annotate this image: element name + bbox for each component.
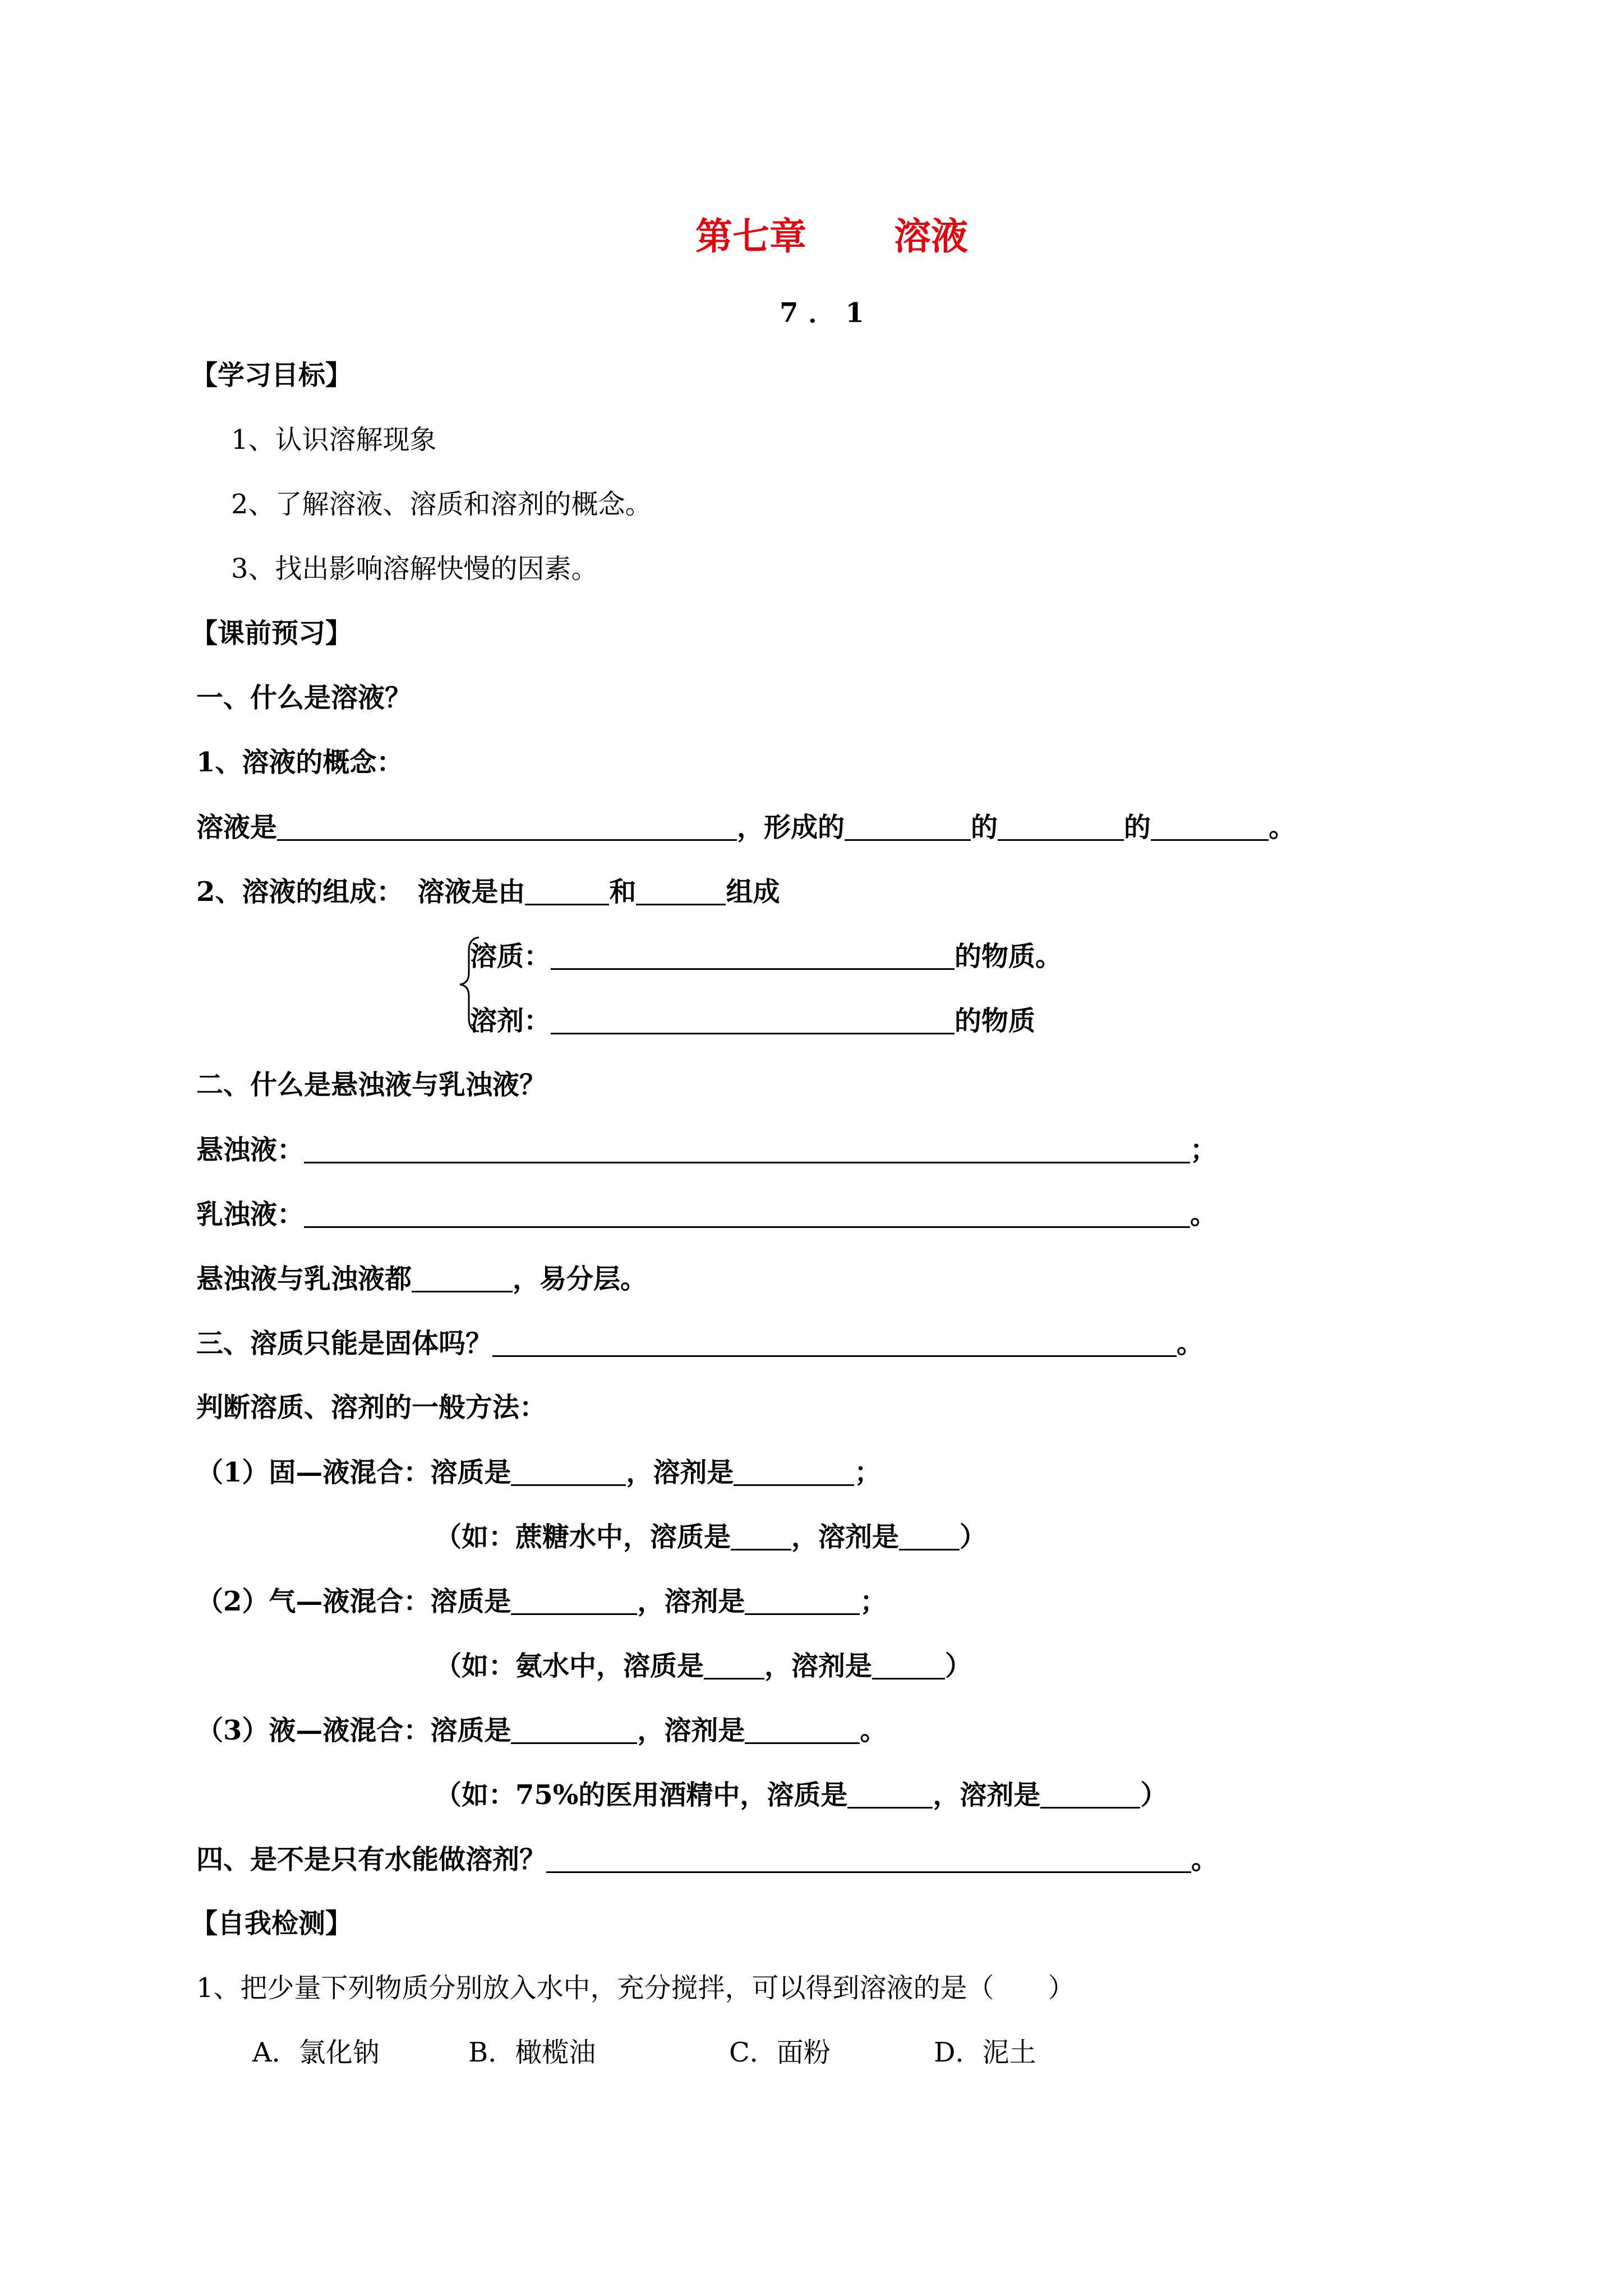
question-3 <box>196 1329 1204 1357</box>
m1-mid: ，溶剂是 <box>626 1457 734 1488</box>
m2-mid: ，溶剂是 <box>637 1586 745 1617</box>
blank[interactable] <box>1040 1781 1140 1809</box>
comp-text: 组成 <box>726 876 780 908</box>
q4-lead: 四、是不是只有水能做溶剂？ <box>196 1844 547 1875</box>
method-2 <box>196 1588 887 1615</box>
option-c[interactable]: C．面粉 <box>729 2037 831 2068</box>
blank[interactable] <box>872 1652 945 1680</box>
method-1-example <box>435 1521 987 1553</box>
solute-definition <box>470 942 1062 970</box>
solute-label: 溶质： <box>470 941 551 972</box>
method-3-example <box>435 1781 1167 1809</box>
blank[interactable] <box>1151 813 1269 841</box>
blank-definition[interactable] <box>277 813 737 841</box>
blank[interactable] <box>734 1458 854 1486</box>
blank[interactable] <box>745 1588 860 1615</box>
blank[interactable] <box>412 1265 513 1292</box>
def-text: 的 <box>971 812 998 843</box>
preview-heading: 【课前预习】 <box>191 618 353 649</box>
suspension-end: ； <box>1190 1134 1218 1166</box>
objectives-heading: 【学习目标】 <box>191 360 353 391</box>
method-3 <box>196 1717 887 1744</box>
m3ex-lead: （如：75%的医用酒精中，溶质是 <box>435 1779 848 1811</box>
m1-lead: （1）固—液混合：溶质是 <box>196 1457 511 1488</box>
comp-text: 和 <box>609 876 637 908</box>
solute-end: 的物质。 <box>955 941 1063 972</box>
m2-end: ； <box>860 1586 887 1617</box>
solvent-end: 的物质 <box>955 1005 1036 1037</box>
blank[interactable] <box>845 813 971 841</box>
method-heading: 判断溶质、溶剂的一般方法： <box>196 1392 547 1423</box>
blank[interactable] <box>525 878 609 905</box>
suspension-line <box>196 1134 1218 1166</box>
solvent-label: 溶剂： <box>470 1005 551 1037</box>
objective-item: 2、了解溶液、溶质和溶剂的概念。 <box>231 489 652 520</box>
m2ex-lead: （如：氨水中，溶质是 <box>435 1650 704 1682</box>
blank[interactable] <box>998 813 1124 841</box>
q3-lead: 三、溶质只能是固体吗？ <box>196 1328 493 1359</box>
q3-end: 。 <box>1177 1328 1204 1359</box>
section-number: 7．1 <box>780 297 874 329</box>
def-lead: 溶液是 <box>196 812 278 843</box>
blank[interactable] <box>551 942 955 970</box>
m1ex-end: ） <box>960 1521 987 1553</box>
blank[interactable] <box>511 1458 626 1486</box>
def-text: 。 <box>1269 812 1296 843</box>
blank[interactable] <box>636 878 726 905</box>
chapter-number: 第七章 <box>695 214 806 258</box>
m1ex-lead: （如：蔗糖水中，溶质是 <box>435 1521 731 1553</box>
m3-end: 。 <box>860 1715 887 1746</box>
question-1: 一、什么是溶液？ <box>196 682 412 714</box>
solvent-definition <box>470 1005 1036 1037</box>
def-text: 的 <box>1124 812 1151 843</box>
comp-lead: 2、溶液的组成： <box>196 876 404 908</box>
m3-lead: （3）液—液混合：溶质是 <box>196 1715 511 1746</box>
both-lead: 悬浊液与乳浊液都 <box>196 1263 412 1295</box>
solution-definition <box>196 813 1295 841</box>
both-line <box>196 1263 648 1295</box>
blank[interactable] <box>511 1588 637 1615</box>
selfcheck-question-1: 1、把少量下列物质分别放入水中，充分搅拌，可以得到溶液的是（ ） <box>196 1972 1075 2004</box>
method-2-example <box>435 1652 972 1680</box>
chapter-topic: 溶液 <box>893 214 968 258</box>
comp-text: 溶液是由 <box>417 876 525 908</box>
objective-item: 1、认识溶解现象 <box>231 424 437 455</box>
blank[interactable] <box>745 1717 860 1744</box>
m3ex-mid: ，溶剂是 <box>933 1779 1041 1811</box>
solution-composition <box>196 876 780 908</box>
m2-lead: （2）气—液混合：溶质是 <box>196 1586 511 1617</box>
blank[interactable] <box>899 1523 960 1550</box>
method-1 <box>196 1458 881 1486</box>
blank[interactable] <box>546 1846 1191 1873</box>
suspension-label: 悬浊液： <box>196 1134 305 1166</box>
blank[interactable] <box>731 1523 791 1550</box>
q4-end: 。 <box>1191 1844 1219 1875</box>
m2ex-end: ） <box>945 1650 972 1682</box>
emulsion-label: 乳浊液： <box>196 1199 305 1230</box>
blank[interactable] <box>704 1652 764 1680</box>
m1-end: ； <box>854 1457 882 1488</box>
blank[interactable] <box>847 1781 933 1809</box>
blank[interactable] <box>511 1717 637 1744</box>
objective-item: 3、找出影响溶解快慢的因素。 <box>231 553 598 585</box>
m1ex-mid: ，溶剂是 <box>791 1521 900 1553</box>
emulsion-line <box>196 1200 1217 1228</box>
def-text: ，形成的 <box>737 812 845 843</box>
m3ex-end: ） <box>1140 1779 1168 1811</box>
blank[interactable] <box>304 1200 1190 1228</box>
question-2: 二、什么是悬浊液与乳浊液？ <box>196 1069 547 1101</box>
blank[interactable] <box>551 1007 955 1034</box>
m3-mid: ，溶剂是 <box>637 1715 745 1746</box>
question-4 <box>196 1846 1218 1873</box>
chapter-title <box>695 214 968 258</box>
blank[interactable] <box>492 1329 1177 1357</box>
selfcheck-heading: 【自我检测】 <box>191 1908 353 1939</box>
question-1-1: 1、溶液的概念： <box>196 747 404 778</box>
blank[interactable] <box>304 1136 1190 1163</box>
emulsion-end: 。 <box>1190 1199 1218 1230</box>
both-end: ，易分层。 <box>513 1263 648 1295</box>
m2ex-mid: ，溶剂是 <box>764 1650 873 1682</box>
option-b[interactable]: B．橄榄油 <box>468 2037 596 2068</box>
option-d[interactable]: D．泥土 <box>934 2037 1036 2068</box>
option-a[interactable]: A．氯化钠 <box>252 2037 380 2068</box>
